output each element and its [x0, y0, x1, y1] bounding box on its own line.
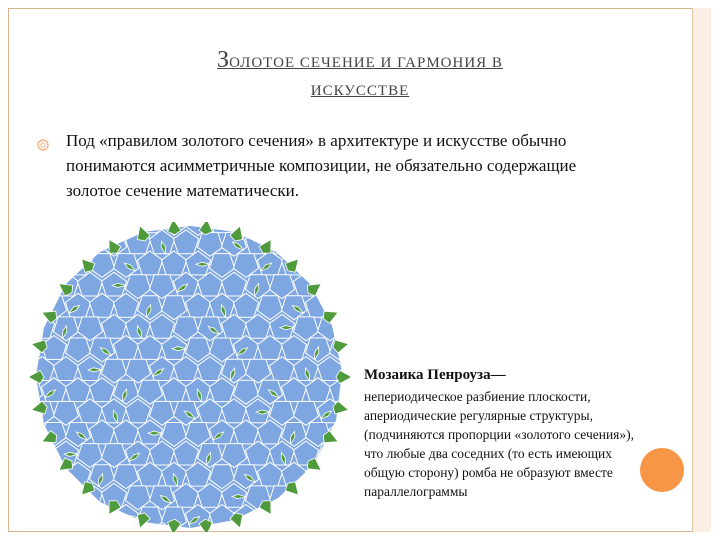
penrose-tiling-image: [30, 222, 350, 532]
title-line-1: ЗОЛОТОЕ СЕЧЕНИЕ И ГАРМОНИЯ В: [217, 47, 503, 73]
circle-bullet-icon: [36, 138, 50, 152]
slide-title: [60, 42, 660, 104]
decorative-orange-circle: [640, 448, 684, 492]
bullet-text: Под «правилом золотого сечения» в архитектуре и искусстве обычно понимаются асимметричные композиции, не обязательно содержащие золотое сечение математически.: [66, 131, 577, 200]
decorative-side-band: [692, 8, 711, 532]
caption-heading: Мозаика Пенроуза—: [364, 367, 506, 383]
title-line-2: ИСКУССТВЕ: [310, 83, 410, 100]
caption-body: непериодическое разбиение плоскости, апериодические регулярные структуры, (подчиняются пропорции «золотого сечения»), что любые два соседних (то есть имеющих общую сторону) ромба не образуют вместе параллелограммы: [364, 389, 634, 499]
mosaic-caption: [364, 366, 654, 501]
